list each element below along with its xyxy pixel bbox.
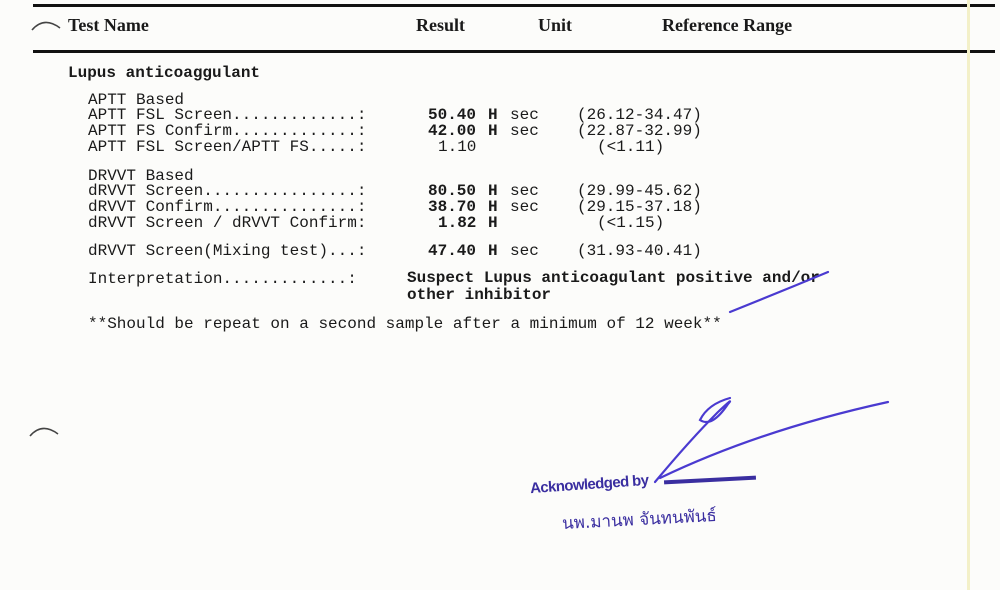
section-title: Lupus anticoaggulant [68, 64, 261, 82]
row-value: 80.50 [428, 182, 477, 200]
row-label: APTT FS Confirm.............: [88, 122, 367, 140]
row-flag: H [488, 122, 498, 140]
row-unit: sec [510, 106, 539, 124]
row-value: 50.40 [428, 106, 477, 124]
row-label: APTT FSL Screen/APTT FS.....: [88, 138, 367, 156]
mixing-label: dRVVT Screen(Mixing test)...: [88, 242, 367, 260]
header-result: Result [416, 15, 465, 35]
physician-name: นพ.มานพ จันทนพันธ์ [561, 505, 718, 535]
repeat-note: **Should be repeat on a second sample after a minimum of 12 week** [88, 315, 722, 333]
row-flag: H [488, 182, 498, 200]
interpretation-label: Interpretation.............: [88, 270, 357, 288]
interpretation-line1: Suspect Lupus anticoagulant positive and/or [407, 269, 820, 287]
header-test-name: Test Name [68, 15, 149, 35]
row-unit: sec [510, 198, 539, 216]
row-flag: H [488, 214, 498, 232]
row-range: (<1.11) [597, 138, 665, 156]
row-range: (29.99-45.62) [577, 182, 702, 200]
interpretation-line2: other inhibitor [407, 286, 552, 304]
row-range: (26.12-34.47) [577, 106, 702, 124]
group-title-aptt: APTT Based [88, 91, 185, 109]
row-label: APTT FSL Screen.............: [88, 106, 367, 124]
row-label: dRVVT Confirm...............: [88, 198, 367, 216]
header-unit: Unit [538, 15, 573, 35]
row-value: 38.70 [428, 198, 477, 216]
row-flag: H [488, 106, 498, 124]
row-flag: H [488, 198, 498, 216]
row-range: (29.15-37.18) [577, 198, 702, 216]
row-label: dRVVT Screen................: [88, 182, 367, 200]
group-title-drvvt: DRVVT Based [88, 167, 194, 185]
row-unit: sec [510, 122, 539, 140]
row-value: 1.10 [438, 138, 477, 156]
row-value: 42.00 [428, 122, 477, 140]
mixing-value: 47.40 [428, 242, 477, 260]
row-unit: sec [510, 182, 539, 200]
row-label: dRVVT Screen / dRVVT Confirm: [88, 214, 367, 232]
mixing-range: (31.93-40.41) [577, 242, 702, 260]
row-range: (22.87-32.99) [577, 122, 702, 140]
row-value: 1.82 [438, 214, 477, 232]
mixing-flag: H [488, 242, 498, 260]
acknowledged-stamp: Acknowledged by [529, 471, 649, 498]
mixing-unit: sec [510, 242, 539, 260]
row-range: (<1.15) [597, 214, 665, 232]
header-reference-range: Reference Range [662, 15, 793, 35]
